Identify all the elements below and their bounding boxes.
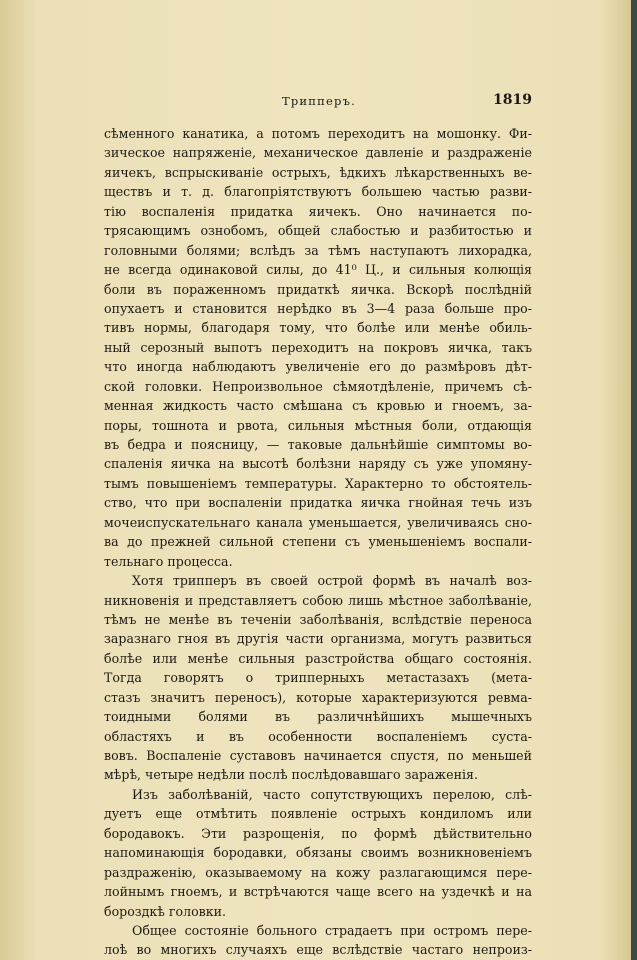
text-line: ществъ и т. д. благопріятствуютъ большею частью разви- [104, 184, 532, 200]
text-line: бороздкѣ головки. [104, 903, 227, 919]
text-line: вовъ. Воспаленіе суставовъ начинается спустя, по меньшей [104, 748, 532, 763]
paragraph-start: Общее состояніе больного страдаетъ при остромъ пере- [132, 922, 532, 938]
text-line: Тогда говорятъ о трипперныхъ метастазахъ (мета- [104, 670, 532, 686]
text-line: тивъ нормы, благодаря тому, что болѣе или менѣе обиль- [104, 320, 532, 336]
text-line: ской головки. Непроизвольное сѣмяотдѣленіе, причемъ сѣ- [104, 378, 532, 394]
text-line: спаленія яичка на высотѣ болѣзни наряду съ уже упомяну- [104, 456, 532, 472]
text-line: боли въ пораженномъ придаткѣ яичка. Вскорѣ послѣдній [104, 281, 532, 297]
page-number: 1819 [493, 92, 532, 108]
text-line: ва до прежней сильной степени съ уменьшеніемъ воспали- [104, 534, 532, 550]
text-line: мочеиспускательнаго канала уменьшается, увеличиваясь сно- [104, 514, 532, 530]
text-line: головными болями; вслѣдъ за тѣмъ наступаютъ лихорадка, [104, 242, 532, 258]
running-title: Трипперъ. [282, 94, 356, 108]
text-line: дуетъ еще отмѣтить появленіе острыхъ кондиломъ или [104, 806, 532, 822]
text-line: раздраженію, оказываемому на кожу разлагающимся пере- [104, 864, 532, 880]
page-edge-shadow [631, 0, 637, 960]
text-line: тельнаго процесса. [104, 553, 233, 569]
text-line: тымъ повышеніемъ температуры. Характерно то обстоятель- [104, 475, 532, 491]
text-line: въ бедра и поясницу, — таковые дальнѣйшіе симптомы во- [104, 437, 532, 452]
text-line: трясающимъ ознобомъ, общей слабостью и разбитостью и [104, 223, 532, 239]
page-header [100, 93, 532, 113]
text-line: зическое напряженіе, механическое давленіе и раздраженіе [104, 145, 532, 161]
text-line: тію воспаленія придатка яичекъ. Оно начинается по- [104, 203, 532, 219]
text-line: никновенія и представляетъ собою лишь мѣстное заболѣваніе, [104, 592, 532, 608]
text-line: напоминающія бородавки, обязаны своимъ возникновеніемъ [104, 845, 532, 861]
text-line: не всегда одинаковой силы, до 41⁰ Ц., и сильныя колющія [104, 262, 532, 278]
text-line: менная жидкость часто смѣшана съ кровью и гноемъ, за- [104, 398, 532, 414]
body-text [104, 124, 532, 960]
text-line: что иногда наблюдаютъ увеличеніе его до размѣровъ дѣт- [104, 359, 532, 375]
text-line: ство, что при воспаленіи придатка яичка гнойная течь изъ [104, 495, 532, 511]
text-line: областяхъ и въ особенности воспаленіемъ суста- [104, 728, 532, 744]
text-line: ный серозный выпотъ переходитъ на покровъ яичка, такъ [104, 339, 532, 355]
paragraph-start: Хотя трипперъ въ своей острой формѣ въ началѣ воз- [132, 573, 532, 589]
text-line: стазъ значитъ переносъ), которые характеризуются ревма- [104, 689, 532, 705]
text-line: опухаетъ и становится нерѣдко въ 3—4 раза больше про- [104, 300, 532, 316]
text-line: поры, тошнота и рвота, сильныя мѣстныя боли, отдающія [104, 417, 532, 433]
text-line: тѣмъ не менѣе въ теченіи заболѣванія, вслѣдствіе переноса [104, 611, 532, 627]
text-line: сѣменного канатика, а потомъ переходитъ на мошонку. Фи- [104, 126, 532, 141]
text-line: мѣрѣ, четыре недѣли послѣ послѣдовавшаго зараженія. [104, 767, 478, 783]
text-line: бородавокъ. Эти разрощенія, по формѣ дѣйствительно [104, 825, 532, 841]
text-line: яичекъ, вспрыскиваніе острыхъ, ѣдкихъ лѣкарственныхъ ве- [104, 164, 532, 180]
text-line: тоидными болями въ различнѣйшихъ мышечныхъ [104, 709, 532, 725]
text-line: лоѣ во многихъ случаяхъ еще вслѣдствіе частаго непроиз- [104, 942, 532, 958]
paragraph-start: Изъ заболѣваній, часто сопутствующихъ перелою, слѣ- [132, 786, 532, 802]
text-line: лойнымъ гноемъ, и встрѣчаются чаще всего на уздечкѣ и на [104, 884, 532, 900]
text-line: болѣе или менѣе сильныя разстройства общаго состоянія. [104, 650, 532, 666]
text-line: заразнаго гноя въ другія части организма, могутъ развиться [104, 631, 532, 647]
